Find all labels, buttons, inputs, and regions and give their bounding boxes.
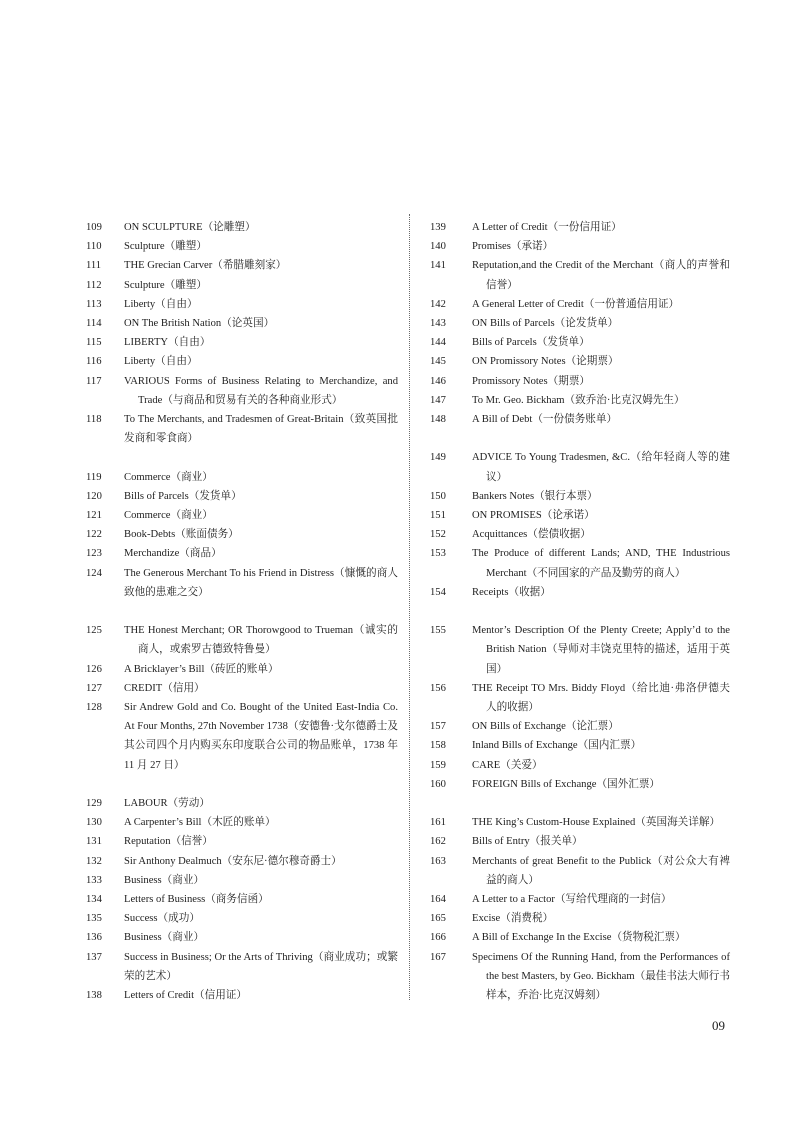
- toc-entry: [86, 372, 398, 410]
- entry-number: 130: [86, 817, 102, 829]
- toc-entry: [430, 410, 730, 429]
- toc-entry: [86, 544, 398, 563]
- entry-number: 114: [86, 318, 102, 330]
- entry-title: THE King’s Custom-House Explained（英国海关详解）: [472, 817, 721, 829]
- column-divider: [409, 214, 410, 1000]
- entry-title: Success in Business; Or the Arts of Thriving（商业成功；或繁荣的艺术）: [124, 951, 398, 982]
- entry-number: 147: [430, 394, 446, 406]
- entry-title: A Carpenter’s Bill（木匠的账单）: [124, 817, 276, 829]
- entry-title: Inland Bills of Exchange（国内汇票）: [472, 740, 642, 752]
- entry-number: 132: [86, 855, 102, 867]
- entry-number: 135: [86, 913, 102, 925]
- entry-number: 121: [86, 510, 102, 522]
- toc-entry: [430, 890, 730, 909]
- entry-title: Bills of Parcels（发货单）: [124, 490, 242, 502]
- toc-entry: [430, 544, 730, 582]
- entry-number: 145: [430, 356, 446, 368]
- entry-number: 134: [86, 894, 102, 906]
- toc-entry: [86, 621, 398, 659]
- entry-title: THE Grecian Carver（希腊雕刻家）: [124, 260, 287, 272]
- entry-number: 152: [430, 529, 446, 541]
- toc-entry: [430, 314, 730, 333]
- entry-title: The Generous Merchant To his Friend in Distress（慷慨的商人致他的患难之交）: [124, 567, 398, 598]
- toc-entry: [86, 276, 398, 295]
- section-gap: [430, 602, 730, 621]
- entry-title: CARE（关爱）: [472, 759, 543, 771]
- toc-entry: [86, 295, 398, 314]
- toc-entry: [430, 756, 730, 775]
- entry-number: 146: [430, 375, 446, 387]
- entry-title: A Bill of Debt（一份债务账单）: [472, 414, 618, 426]
- entry-number: 155: [430, 625, 446, 637]
- entry-number: 118: [86, 414, 102, 426]
- entry-number: 150: [430, 490, 446, 502]
- entry-number: 157: [430, 721, 446, 733]
- entry-number: 156: [430, 682, 446, 694]
- entry-title: Sculpture（雕塑）: [124, 241, 207, 253]
- toc-entry: [430, 813, 730, 832]
- toc-entry: [430, 909, 730, 928]
- entry-title: Promissory Notes（期票）: [472, 375, 591, 387]
- entry-number: 125: [86, 625, 102, 637]
- entry-title: ON SCULPTURE（论雕塑）: [124, 222, 256, 233]
- entry-number: 122: [86, 529, 102, 541]
- entry-title: A Bricklayer’s Bill（砖匠的账单）: [124, 663, 279, 675]
- entry-number: 144: [430, 337, 446, 349]
- entry-title: Acquittances（偿债收据）: [472, 529, 591, 541]
- entry-title: THE Receipt TO Mrs. Biddy Floyd（给比迪·弗洛伊德夫人的收据）: [472, 682, 730, 714]
- entry-title: Sir Andrew Gold and Co. Bought of the United East-India Co. At Four Months, 27th November 1738（安德鲁·戈尔德爵士及其公司四个月内购买东印度联合公司的物品账单，1738 年 11 月 27 日）: [124, 702, 398, 771]
- toc-entry: [430, 736, 730, 755]
- toc-entry: [86, 468, 398, 487]
- entry-number: 159: [430, 759, 446, 771]
- entry-number: 109: [86, 222, 102, 233]
- entry-number: 161: [430, 817, 446, 829]
- entry-title: ON Bills of Parcels（论发货单）: [472, 318, 619, 330]
- entry-title: ADVICE To Young Tradesmen, &C.（给年轻商人等的建议）: [472, 452, 730, 483]
- toc-entry: [430, 372, 730, 391]
- toc-entry: [86, 525, 398, 544]
- toc-entry: [86, 871, 398, 890]
- entry-number: 162: [430, 836, 446, 848]
- entry-title: CREDIT（信用）: [124, 682, 205, 694]
- toc-entry: [430, 775, 730, 794]
- entry-title: To Mr. Geo. Bickham（致乔治·比克汉姆先生）: [472, 394, 685, 406]
- entry-number: 128: [86, 702, 102, 714]
- entry-number: 120: [86, 490, 102, 502]
- entry-number: 140: [430, 241, 446, 253]
- entry-number: 167: [430, 951, 446, 963]
- toc-entry: [430, 352, 730, 371]
- entry-number: 131: [86, 836, 102, 848]
- toc-entry: [430, 621, 730, 679]
- entry-title: Excise（消费税）: [472, 913, 554, 925]
- entry-title: Business（商业）: [124, 932, 205, 944]
- entry-title: Receipts（收据）: [472, 586, 551, 598]
- entry-number: 112: [86, 279, 102, 291]
- entry-number: 127: [86, 682, 102, 694]
- entry-title: Liberty（自由）: [124, 298, 198, 310]
- entry-number: 137: [86, 951, 102, 963]
- toc-entry: [86, 487, 398, 506]
- entry-title: Business（商业）: [124, 874, 205, 886]
- toc-entry: [86, 314, 398, 333]
- entry-title: LABOUR（劳动）: [124, 798, 210, 810]
- entry-number: 160: [430, 778, 446, 790]
- toc-entry: [86, 794, 398, 813]
- entry-title: Sir Anthony Dealmuch（安东尼·德尔穆奇爵士）: [124, 855, 342, 867]
- toc-entry: [430, 448, 730, 486]
- entry-number: 151: [430, 510, 446, 522]
- toc-entry: [86, 564, 398, 602]
- entry-title: Liberty（自由）: [124, 356, 198, 368]
- entry-title: Success（成功）: [124, 913, 200, 925]
- section-gap: [430, 429, 730, 448]
- toc-entry: [430, 948, 730, 1006]
- toc-entry: [86, 698, 398, 775]
- entry-number: 148: [430, 414, 446, 426]
- entry-number: 124: [86, 567, 102, 579]
- entry-number: 110: [86, 241, 102, 253]
- toc-entry: [430, 237, 730, 256]
- toc-entry: [430, 218, 730, 237]
- entry-title: A Letter to a Factor（写给代理商的一封信）: [472, 894, 672, 906]
- section-gap: [86, 775, 398, 794]
- entry-number: 149: [430, 452, 446, 464]
- section-gap: [86, 602, 398, 621]
- toc-entry: [86, 218, 398, 237]
- toc-entry: [430, 506, 730, 525]
- entry-title: ON PROMISES（论承诺）: [472, 510, 595, 522]
- toc-entry: [86, 352, 398, 371]
- entry-number: 133: [86, 874, 102, 886]
- toc-entry: [430, 852, 730, 890]
- entry-number: 123: [86, 548, 102, 560]
- entry-title: Merchants of great Benefit to the Publick（对公众大有裨益的商人）: [472, 855, 730, 886]
- entry-title: ON The British Nation（论英国）: [124, 318, 275, 330]
- toc-entry: [86, 660, 398, 679]
- entry-title: VARIOUS Forms of Business Relating to Merchandize, and Trade（与商品和贸易有关的各种商业形式）: [124, 375, 398, 406]
- entry-number: 126: [86, 663, 102, 675]
- toc-entry: [430, 525, 730, 544]
- toc-entry: [430, 832, 730, 851]
- toc-entry: [86, 948, 398, 986]
- entry-title: Letters of Credit（信用证）: [124, 990, 247, 1002]
- entry-title: Merchandize（商品）: [124, 548, 222, 560]
- toc-entry: [86, 986, 398, 1005]
- toc-entry: [86, 890, 398, 909]
- entry-title: Mentor’s Description Of the Plenty Creete; Apply’d to the British Nation（导师对丰饶克里特的描述，适用于英国）: [472, 625, 730, 675]
- entry-title: Commerce（商业）: [124, 471, 213, 483]
- toc-entry: [86, 679, 398, 698]
- entry-title: Commerce（商业）: [124, 510, 213, 522]
- entry-number: 119: [86, 471, 102, 483]
- entry-number: 158: [430, 740, 446, 752]
- section-gap: [86, 448, 398, 467]
- toc-right-column: [430, 218, 730, 1005]
- entry-number: 115: [86, 337, 102, 349]
- entry-number: 141: [430, 260, 446, 272]
- toc-entry: [430, 295, 730, 314]
- entry-title: Reputation（信誉）: [124, 836, 213, 848]
- entry-number: 136: [86, 932, 102, 944]
- entry-title: Book-Debts（账面债务）: [124, 529, 239, 541]
- page-number: 09: [712, 1018, 725, 1033]
- entry-number: 139: [430, 222, 446, 233]
- toc-entry: [86, 506, 398, 525]
- toc-entry: [430, 679, 730, 717]
- entry-number: 138: [86, 990, 102, 1002]
- entry-title: THE Honest Merchant; OR Thorowgood to Trueman（诚实的商人，或索罗古德致特鲁曼）: [124, 625, 398, 656]
- toc-entry: [86, 832, 398, 851]
- entry-title: FOREIGN Bills of Exchange（国外汇票）: [472, 778, 661, 790]
- toc-entry: [86, 410, 398, 448]
- toc-entry: [430, 487, 730, 506]
- toc-entry: [430, 928, 730, 947]
- toc-entry: [86, 333, 398, 352]
- toc-entry: [430, 583, 730, 602]
- toc-entry: [86, 909, 398, 928]
- entry-number: 165: [430, 913, 446, 925]
- toc-entry: [430, 391, 730, 410]
- entry-title: Bankers Notes（银行本票）: [472, 490, 598, 502]
- entry-number: 163: [430, 855, 446, 867]
- toc-entry: [86, 813, 398, 832]
- entry-title: ON Bills of Exchange（论汇票）: [472, 721, 619, 733]
- entry-number: 129: [86, 798, 102, 810]
- toc-entry: [86, 852, 398, 871]
- entry-number: 153: [430, 548, 446, 560]
- toc-left-column: [86, 218, 398, 1005]
- entry-title: Letters of Business（商务信函）: [124, 894, 269, 906]
- entry-number: 116: [86, 356, 102, 368]
- entry-number: 154: [430, 586, 446, 598]
- entry-title: ON Promissory Notes（论期票）: [472, 356, 619, 368]
- entry-title: Sculpture（雕塑）: [124, 279, 207, 291]
- toc-entry: [430, 256, 730, 294]
- entry-number: 113: [86, 298, 102, 310]
- entry-title: Bills of Entry（报关单）: [472, 836, 583, 848]
- toc-entry: [86, 256, 398, 275]
- entry-number: 117: [86, 375, 102, 387]
- entry-title: A Letter of Credit（一份信用证）: [472, 222, 622, 233]
- entry-title: LIBERTY（自由）: [124, 337, 211, 349]
- entry-title: The Produce of different Lands; AND, THE Industrious Merchant（不同国家的产品及勤劳的商人）: [472, 548, 730, 579]
- toc-entry: [86, 928, 398, 947]
- toc-entry: [430, 717, 730, 736]
- entry-title: A Bill of Exchange In the Excise（货物税汇票）: [472, 932, 686, 944]
- entry-title: Bills of Parcels（发货单）: [472, 337, 590, 349]
- entry-number: 111: [86, 260, 102, 272]
- entry-title: To The Merchants, and Tradesmen of Great-Britain（致英国批发商和零食商）: [124, 414, 398, 445]
- entry-number: 166: [430, 932, 446, 944]
- entry-title: A General Letter of Credit（一份普通信用证）: [472, 298, 680, 310]
- toc-entry: [86, 237, 398, 256]
- section-gap: [430, 794, 730, 813]
- toc-entry: [430, 333, 730, 352]
- entry-number: 143: [430, 318, 446, 330]
- entry-number: 164: [430, 894, 446, 906]
- entry-number: 142: [430, 298, 446, 310]
- entry-title: Promises（承诺）: [472, 241, 554, 253]
- entry-title: Reputation,and the Credit of the Merchant（商人的声誉和信誉）: [472, 260, 730, 291]
- entry-title: Specimens Of the Running Hand, from the Performances of the best Masters, by Geo. Bickham（最佳书法大师行书样本，乔治·比克汉姆刻）: [472, 951, 730, 1002]
